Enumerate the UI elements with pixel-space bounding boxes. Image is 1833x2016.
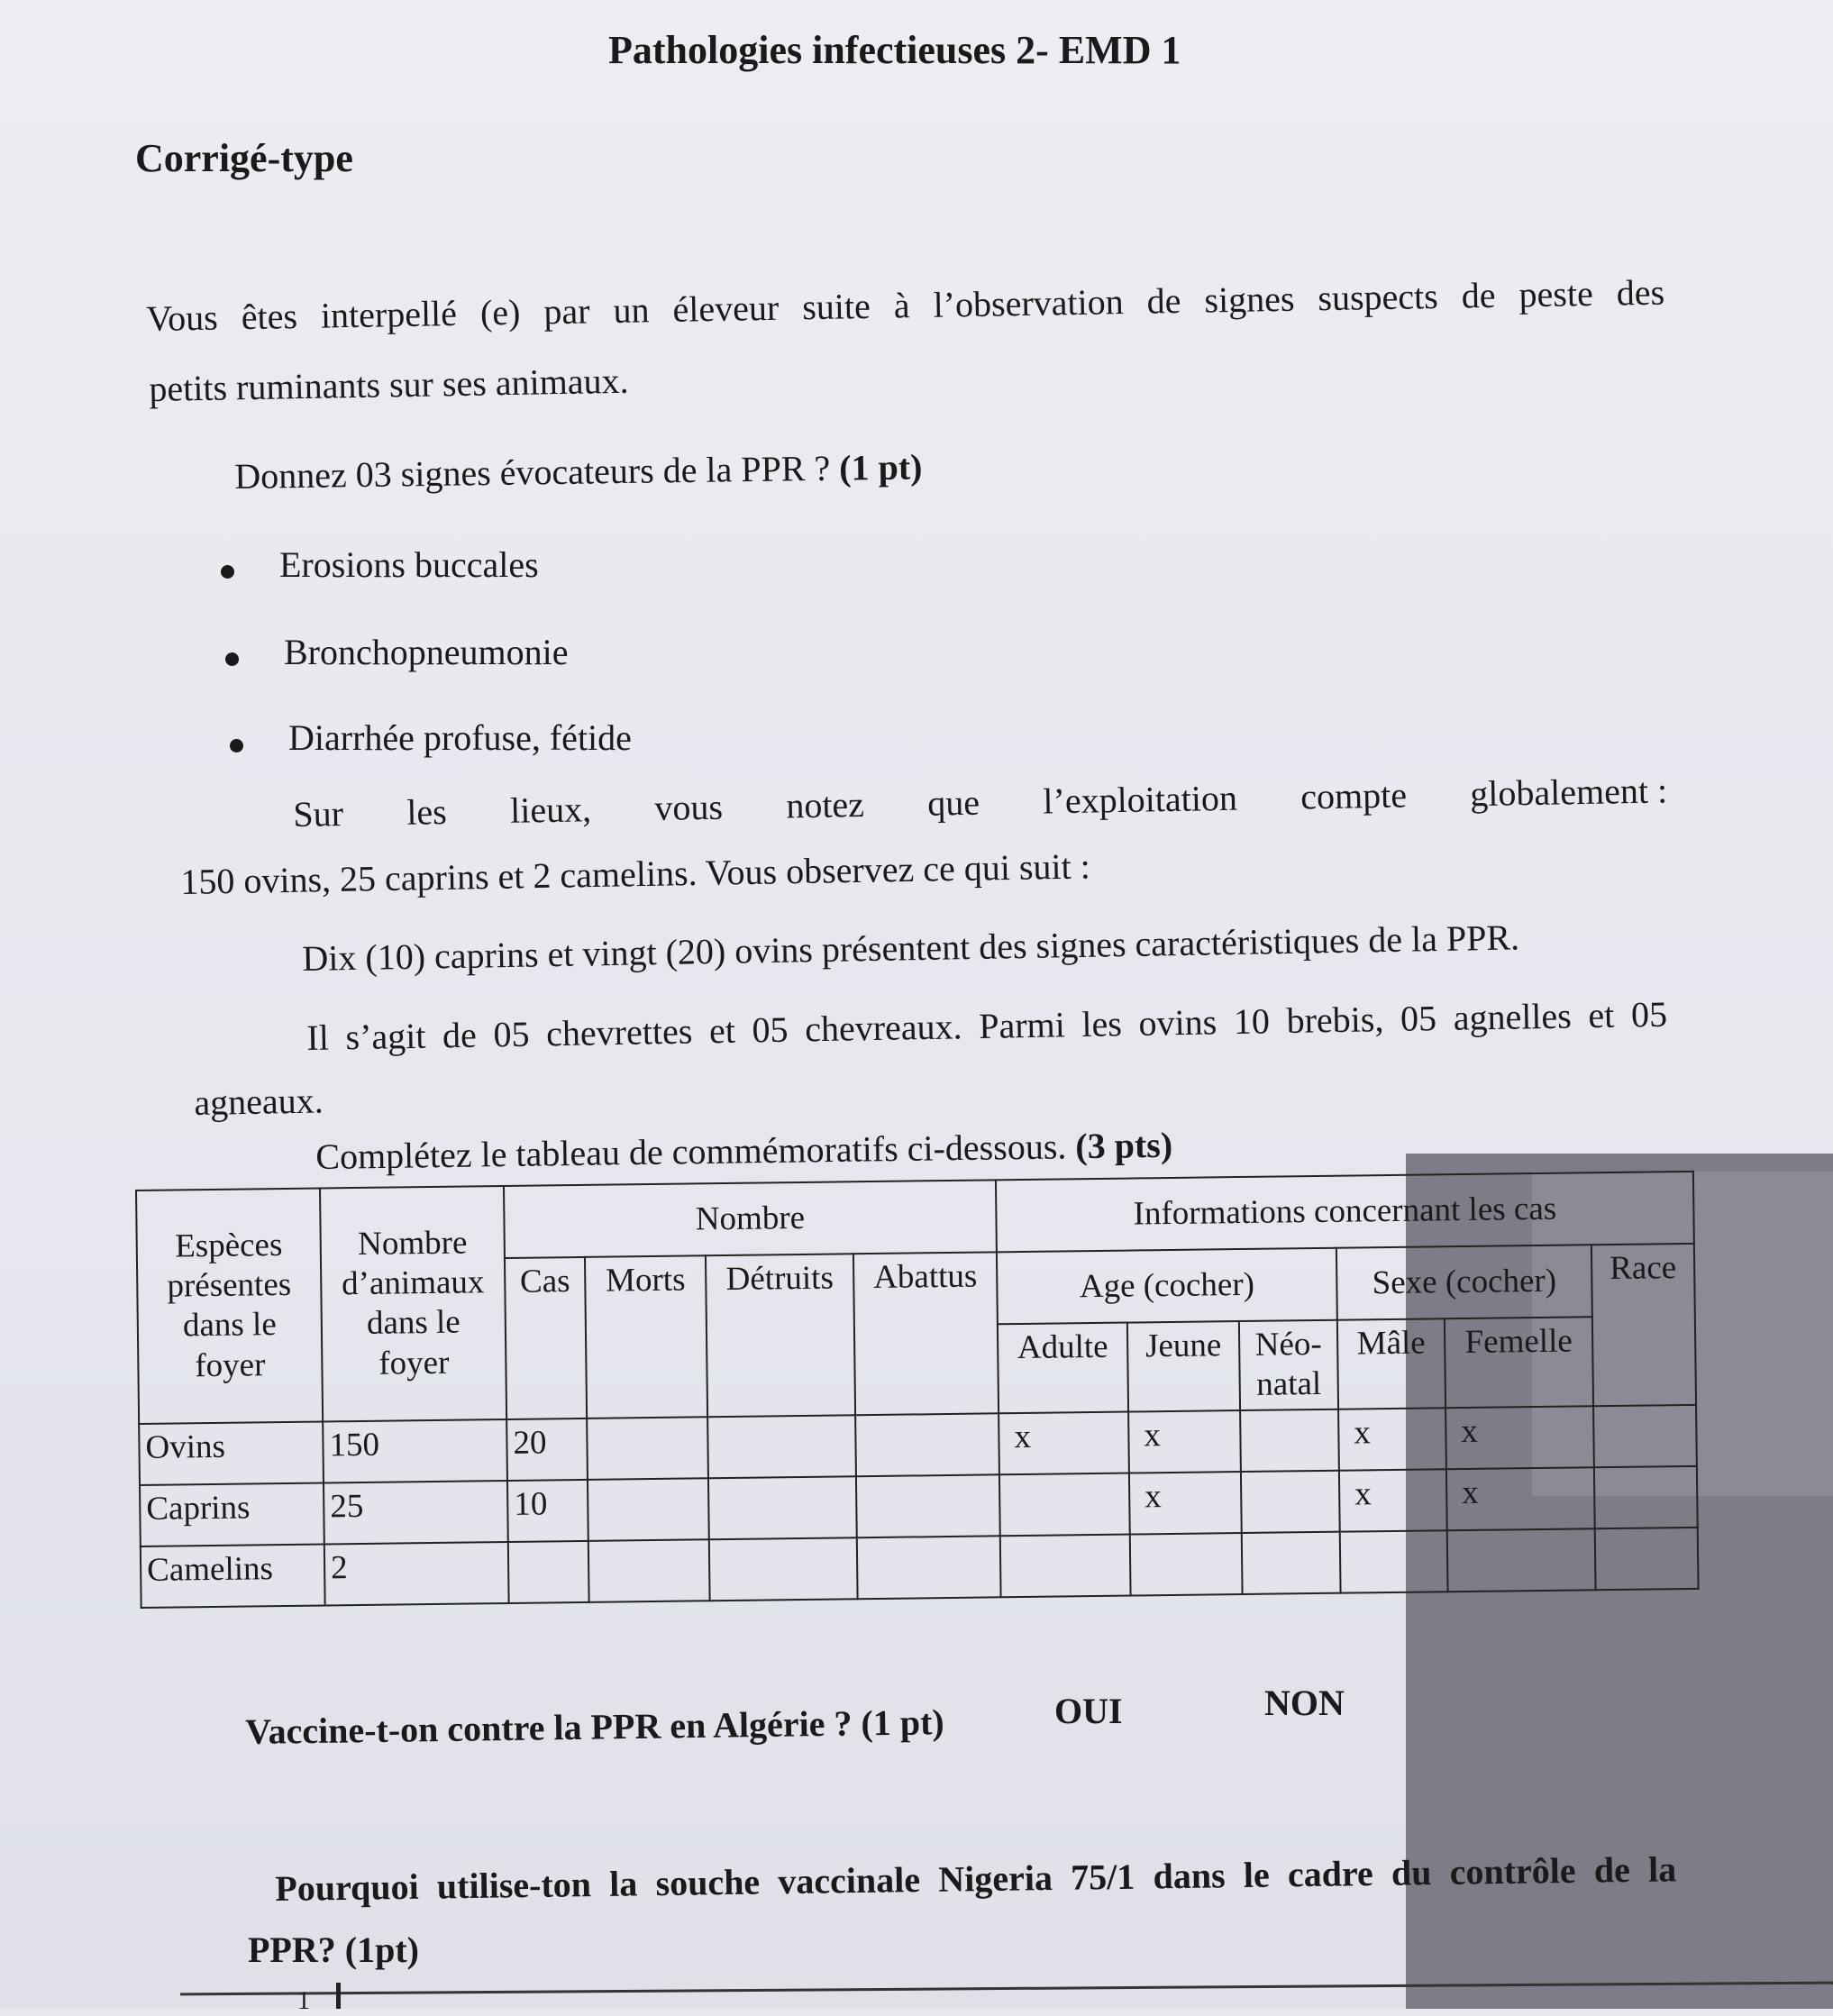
answer-1: Erosions buccales	[279, 544, 539, 585]
cell-espece: Camelins	[141, 1544, 325, 1607]
cell-abattus	[856, 1474, 1000, 1537]
header-morts: Morts	[585, 1255, 707, 1418]
cell-male: x	[1338, 1408, 1446, 1470]
page-subtitle: Corrigé-type	[135, 136, 353, 180]
case-word: brebis,	[1286, 999, 1384, 1042]
cell-neonatal	[1241, 1470, 1340, 1532]
cell-race	[1593, 1405, 1697, 1467]
case-word: et	[708, 1009, 736, 1052]
case-word: s’agit	[345, 1015, 426, 1058]
intro-word: à	[893, 285, 910, 326]
cell-adulte	[1000, 1534, 1131, 1597]
cell-neonatal	[1242, 1531, 1341, 1593]
cell-femelle: x	[1446, 1467, 1595, 1530]
cell-abattus	[857, 1536, 1001, 1599]
header-male: Mâle	[1337, 1318, 1445, 1409]
case-word: vous	[654, 786, 724, 828]
cell-neonatal	[1240, 1409, 1339, 1471]
header-cas: Cas	[505, 1257, 587, 1419]
intro-word: par	[543, 290, 590, 333]
question-4-word: la	[608, 1863, 638, 1904]
intro-word: signes	[1204, 278, 1295, 321]
cell-morts	[588, 1539, 710, 1602]
cell-jeune: x	[1129, 1472, 1242, 1535]
case-word: et	[1588, 994, 1615, 1036]
question-4-word: 75/1	[1070, 1856, 1135, 1898]
case-word: 05	[752, 1008, 789, 1051]
option-non: NON	[1264, 1683, 1345, 1723]
cell-morts	[587, 1417, 708, 1480]
cell-nombre: 2	[324, 1542, 509, 1605]
case-word: l’exploitation	[1043, 777, 1238, 822]
intro-word: un	[613, 289, 650, 331]
question-4-word: Nigeria	[938, 1856, 1053, 1900]
cell-detruits	[707, 1415, 856, 1478]
commemoratifs-table	[135, 1171, 1700, 1609]
question-4-word: de	[1593, 1849, 1631, 1891]
header-abattus: Abattus	[853, 1252, 999, 1415]
cell-jeune	[1130, 1533, 1243, 1596]
cell-nombre: 150	[323, 1419, 507, 1482]
intro-word: éleveur	[672, 287, 780, 330]
header-race: Race	[1591, 1244, 1696, 1406]
case-word: 05	[1630, 993, 1668, 1035]
question-1-points: (1 pt)	[838, 446, 923, 488]
cell-adulte	[999, 1473, 1130, 1536]
case-word: 10	[1233, 1000, 1271, 1043]
case-word: que	[926, 781, 980, 824]
header-informations: Informations concernant les cas	[996, 1172, 1694, 1252]
question-4-line-2: PPR? (1pt)	[248, 1929, 419, 1970]
intro-word: des	[1616, 271, 1665, 314]
header-especes: Espèces présentes dans le foyer	[136, 1188, 323, 1423]
page-number: 1	[297, 1987, 310, 2015]
question-4-word: du	[1391, 1852, 1432, 1893]
cell-race	[1594, 1466, 1698, 1528]
question-2-points: (3 pts)	[1075, 1124, 1173, 1167]
case-word: 05	[493, 1013, 530, 1055]
case-word: chevreaux.	[804, 1006, 962, 1050]
question-4-word: cadre	[1287, 1852, 1374, 1895]
cell-nombre: 25	[324, 1481, 508, 1544]
case-word: globalement :	[1469, 770, 1668, 815]
bullet-icon	[221, 565, 234, 579]
case-word: les	[1081, 1003, 1123, 1044]
case-word: ovins	[1138, 1001, 1217, 1044]
intro-line-2: petits ruminants sur ses animaux.	[149, 360, 629, 409]
question-4-word: dans	[1153, 1855, 1226, 1897]
case-word: agnelles	[1453, 995, 1573, 1038]
question-4-word: utilise-ton	[436, 1864, 592, 1907]
case-word: lieux,	[509, 789, 592, 831]
header-age: Age (cocher)	[997, 1248, 1337, 1325]
header-nombre-animaux: Nombre d’animaux dans le foyer	[320, 1186, 506, 1421]
cell-race	[1595, 1528, 1699, 1590]
intro-word: interpellé	[320, 292, 458, 336]
margin-tick	[336, 1983, 341, 2009]
bullet-icon	[230, 739, 243, 753]
cell-espece: Caprins	[140, 1482, 324, 1546]
cell-femelle: x	[1445, 1406, 1594, 1469]
case-word: notez	[785, 783, 865, 826]
cell-cas: 10	[507, 1480, 588, 1542]
header-nombre: Nombre	[504, 1180, 997, 1258]
case-word: Il	[306, 1017, 330, 1058]
header-neonatal: Néo-natal	[1239, 1320, 1338, 1410]
question-4-word: Pourquoi	[275, 1865, 419, 1909]
intro-word: suspects	[1318, 275, 1439, 319]
cell-abattus	[855, 1413, 999, 1476]
intro-word: Vous	[146, 296, 219, 339]
header-sexe: Sexe (cocher)	[1336, 1245, 1592, 1319]
cell-espece: Ovins	[139, 1421, 324, 1484]
intro-word: de	[1146, 279, 1181, 322]
answer-2: Bronchopneumonie	[284, 632, 569, 672]
answer-3: Diarrhée profuse, fétide	[288, 717, 632, 758]
cell-cas	[508, 1541, 589, 1603]
bullet-icon	[225, 652, 239, 666]
question-4-word: le	[1243, 1854, 1270, 1895]
page-title: Pathologies infectieuses 2- EMD 1	[608, 28, 1181, 72]
cell-jeune: x	[1128, 1410, 1241, 1473]
intro-word: peste	[1518, 272, 1594, 315]
case-word: compte	[1300, 774, 1408, 817]
case-word: 05	[1400, 998, 1437, 1039]
cell-detruits	[709, 1537, 858, 1601]
cell-detruits	[708, 1476, 857, 1539]
intro-word: l’observation	[933, 281, 1125, 325]
header-femelle: Femelle	[1445, 1317, 1593, 1408]
case-line-3: Dix (10) caprins et vingt (20) ovins présentent des signes caractéristiques de la PPR.	[302, 917, 1520, 979]
cell-adulte: x	[999, 1411, 1129, 1474]
intro-word: (e)	[479, 291, 521, 333]
cell-male: x	[1339, 1469, 1447, 1531]
case-line-5: agneaux.	[194, 1080, 324, 1123]
question-2-text: Complétez le tableau de commémoratifs ci-dessous.	[315, 1126, 1076, 1177]
cell-male	[1340, 1530, 1448, 1592]
question-1-text: Donnez 03 signes évocateurs de la PPR ?	[234, 447, 840, 497]
question-4-word: vaccinale	[778, 1859, 921, 1902]
intro-word: suite	[801, 285, 871, 328]
cell-cas: 20	[506, 1418, 588, 1481]
cell-femelle	[1447, 1528, 1596, 1592]
case-word: les	[406, 791, 448, 833]
question-4-word: la	[1647, 1848, 1677, 1890]
header-adulte: Adulte	[998, 1323, 1128, 1414]
case-word: Sur	[293, 793, 344, 835]
question-4-word: contrôle	[1449, 1849, 1576, 1893]
case-word: Parmi	[978, 1004, 1066, 1046]
option-oui: OUI	[1054, 1691, 1123, 1731]
question-4-word: souche	[655, 1861, 761, 1904]
case-line-2: 150 ovins, 25 caprins et 2 camelins. Vous observez ce qui suit :	[180, 845, 1091, 902]
case-word: chevrettes	[545, 1010, 693, 1054]
question-3: Vaccine-t-on contre la PPR en Algérie ? (1 pt)	[245, 1701, 944, 1752]
cell-morts	[588, 1478, 709, 1541]
case-word: de	[442, 1014, 478, 1056]
header-detruits: Détruits	[706, 1254, 855, 1417]
intro-word: êtes	[241, 296, 298, 338]
header-jeune: Jeune	[1127, 1321, 1240, 1411]
intro-word: de	[1461, 274, 1496, 316]
